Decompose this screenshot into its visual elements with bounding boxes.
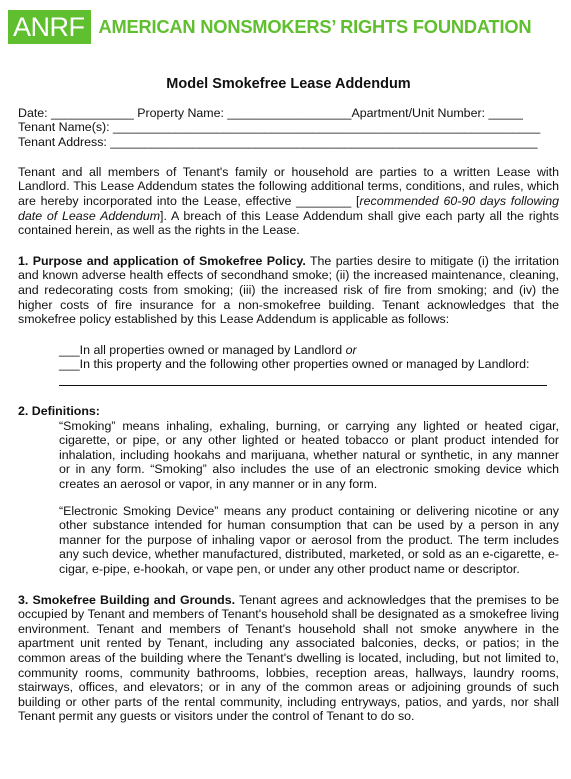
- document-title: Model Smokefree Lease Addendum: [166, 76, 411, 92]
- smoking-definition: “Smoking” means inhaling, exhaling, burning, or carrying any lighted or heated cigar, cigarette, or pipe, or any other lighted or heated tobacco or plant product intended for inhalation, including hookahs and marijuana, whether natural or synthetic, in any manner or in any form. “Smoking” also includes the use of an electronic smoking device which creates an aerosol or vapor, in any manner or in any form.: [59, 418, 559, 491]
- header: [13, 0, 559, 48]
- option-this-property: ___In this property and the following other properties owned or managed by Landlord:: [59, 357, 530, 372]
- section-1-text: The parties desire to mitigate (i) the irritation and known adverse health effects of secondhand smoke; (ii) the increased maintenance, cleaning, and redecorating costs from smoking; (iii) the increased risk of fire from smoking; and (iv) the higher costs of fire insurance for a non-smokefree building. Tenant acknowledges that the smokefree policy established by this Lease Addendum is applicable as follows:: [18, 253, 560, 327]
- section-3-paragraph: [18, 593, 559, 724]
- section-1-heading: 1. Purpose and application of Smokefree Policy.: [18, 253, 306, 268]
- date-property-unit-field: Date: ____________ Property Name: __________________Apartment/Unit Number: _____: [18, 106, 523, 120]
- intro-text-2: ]. A breach of this Lease Addendum shall give each party all the rights contained herein, as well as the rights in the Lease.: [18, 208, 560, 238]
- section-2-heading: 2. Definitions:: [18, 404, 100, 419]
- option-all-properties-text: ___In all properties owned or managed by Landlord: [59, 342, 346, 357]
- intro-italic-note: recommended 60-90 days following date of Lease Addendum: [18, 194, 559, 223]
- org-name: AMERICAN NONSMOKERS’ RIGHTS FOUNDATION: [98, 16, 532, 37]
- tenant-address-field: Tenant Address: ______________________________________________________________: [18, 134, 538, 149]
- section-1-paragraph: [18, 254, 559, 327]
- section-3-text: Tenant agrees and acknowledges that the premises to be occupied by Tenant and members of Tenant's household shall be designated as a smokefree living environment. Tenant and members of Tenant's household shall not smoke anywhere in the apartment unit rented by Tenant, including any associated balconies, decks, or patios; in the common areas of the building where the Tenant's dwelling is located, including, but not limited to, community rooms, community bathrooms, lobbies, reception areas, hallways, laundry rooms, stairways, offices, and elevators; or in any of the common areas or adjoining grounds of such building or other parts of the rental community, including entryways, patios, and yards, nor shall Tenant permit any guests or visitors under the control of Tenant to do so.: [18, 592, 559, 724]
- intro-paragraph: [18, 165, 559, 238]
- intro-text-1: Tenant and all members of Tenant's family or household are parties to a written Lease with Landlord. This Lease Addendum states the following additional terms, conditions, and rules, which are hereby incorporated into the Lease, effective ________ [: [18, 164, 559, 209]
- esd-definition: “Electronic Smoking Device” means any product containing or delivering nicotine or any other substance intended for human consumption that can be used by a person in any manner for the purpose of inhaling vapor or aerosol from the product. The term includes any such device, whether manufactured, distributed, marketed, or sold as an e-cigarette, e-cigar, e-pipe, e-hookah, or vape pen, or under any other product name or descriptor.: [59, 503, 559, 576]
- properties-blank-line: [59, 372, 547, 386]
- anrf-logo: ANRF: [8, 10, 91, 44]
- option-or: or: [345, 342, 357, 357]
- tenant-names-field: Tenant Name(s): ______________________________________________________________: [18, 120, 541, 135]
- section-3-heading: 3. Smokefree Building and Grounds.: [18, 592, 236, 607]
- option-all-properties: [18, 343, 559, 358]
